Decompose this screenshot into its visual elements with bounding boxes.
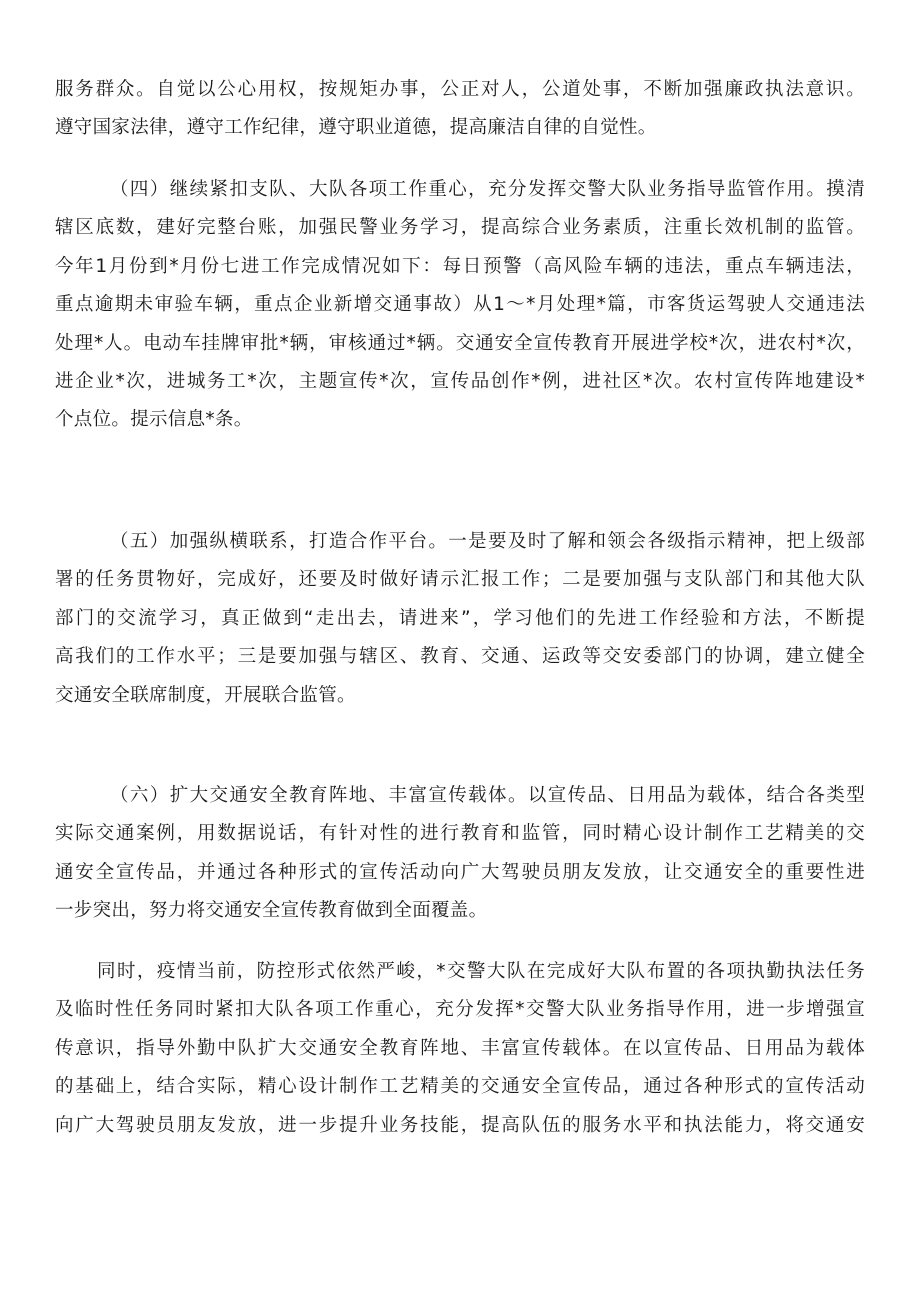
text-line: 及临时性任务同时紧扣大队各项工作重心，充分发挥*交警大队业务指导作用，进一步增强宣 [55,999,865,1021]
text-line: 重点逾期未审验车辆，重点企业新增交通事故）从1～*月处理*篇，市客货运驾驶人交通违法 [55,294,865,316]
text-line: 署的任务贯物好，完成好，还要及时做好请示汇报工作；二是要加强与支队部门和其他大队 [55,569,865,591]
paragraph-1 [55,71,865,148]
text-line: 向广大驾驶员朋友发放，进一步提升业务技能，提高队伍的服务水平和执法能力，将交通安 [55,1114,865,1136]
text-line: 实际交通案例，用数据说话，有针对性的进行教育和监管，同时精心设计制作工艺精美的交 [55,823,865,845]
text-line: 进企业*次，进城务工*次，主题宣传*次，宣传品创作*例，进社区*次。农村宣传阵地建设* [55,370,865,392]
text-line: （六）扩大交通安全教育阵地、丰富宣传载体。以宣传品、日用品为载体，结合各类型 [110,785,865,806]
text-line: （四）继续紧扣支队、大队各项工作重心，充分发挥交警大队业务指导监管作用。摸清 [110,179,865,200]
text-line: 交通安全联席制度，开展联合监管。 [55,684,356,706]
text-line: 今年1月份到*月份七进工作完成情况如下：每日预警（高风险车辆的违法，重点车辆违法， [55,255,865,277]
text-line: 部门的交流学习，真正做到“走出去，请进来”，学习他们的先进工作经验和方法，不断提 [55,607,865,629]
paragraph-6 [55,777,865,931]
text-line: 处理*人。电动车挂牌审批*辆，审核通过*辆。交通安全宣传教育开展进学校*次，进农村*次， [55,332,865,354]
text-line: 服务群众。自觉以公心用权，按规矩办事，公正对人，公道处事，不断加强廉政执法意识。 [55,79,865,100]
text-line: 一步突出，努力将交通安全宣传教育做到全面覆盖。 [55,900,488,922]
text-line: 同时，疫情当前，防控形式依然严峻，*交警大队在完成好大队布置的各项执勤执法任务 [97,961,865,982]
text-line: 辖区底数，建好完整台账，加强民警业务学习，提高综合业务素质，注重长效机制的监管。 [55,217,865,239]
text-line: 遵守国家法律，遵守工作纪律，遵守职业道德，提高廉洁自律的自觉性。 [55,117,657,139]
text-line: 个点位。提示信息*条。 [55,409,253,431]
text-line: （五）加强纵横联系，打造合作平台。一是要及时了解和领会各级指示精神，把上级部 [110,531,865,552]
paragraph-summary [55,953,865,1145]
text-line: 的基础上，结合实际，精心设计制作工艺精美的交通安全宣传品，通过各种形式的宣传活动 [55,1076,865,1098]
paragraph-4 [55,171,865,440]
paragraph-5 [55,523,865,715]
text-line: 通安全宣传品，并通过各种形式的宣传活动向广大驾驶员朋友发放，让交通安全的重要性进 [55,861,865,883]
text-line: 传意识，指导外勤中队扩大交通安全教育阵地、丰富宣传载体。在以宣传品、日用品为载体 [55,1037,865,1059]
text-line: 高我们的工作水平；三是要加强与辖区、教育、交通、运政等交安委部门的协调，建立健全 [55,646,865,668]
